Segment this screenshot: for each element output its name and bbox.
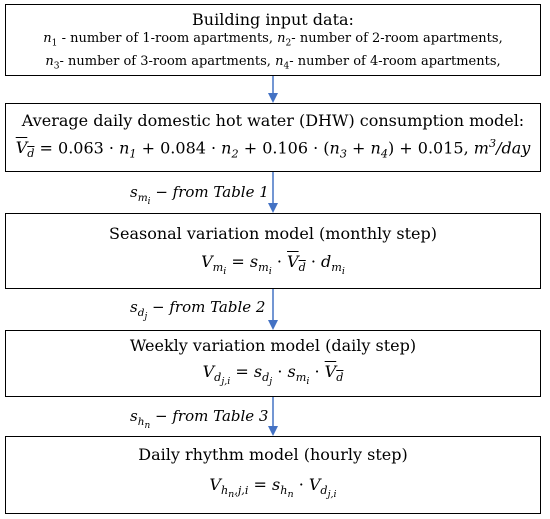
daily-model-title: Daily rhythm model (hourly step): [138, 445, 408, 464]
edge-label-table-3: $s_{h_n}$ − from Table 3: [130, 407, 269, 432]
n4-desc: - number of 4-room apartments,: [289, 53, 501, 69]
edge-label-table-1: $s_{m_i}$ − from Table 1: [130, 183, 269, 208]
dhw-consumption-box: [5, 103, 541, 172]
building-input-line-1: [6, 30, 540, 53]
seasonal-model-title: Seasonal variation model (monthly step): [109, 224, 437, 243]
var-n4-sub: 4: [283, 61, 290, 72]
var-n2-sub: 2: [285, 38, 292, 49]
n1-desc: - number of 1-room apartments,: [57, 31, 278, 46]
var-n1-sub: 1: [51, 38, 58, 49]
weekly-variation-box: [5, 330, 541, 397]
edge-label-3-text: from Table 3: [172, 407, 269, 425]
dhw-model-title: Average daily domestic hot water (DHW) consumption model:: [21, 111, 525, 130]
dhw-formula: $V_d = 0.063 \cdot n_1 + 0.084 \cdot n_2 + 0.106 \cdot (n_3 + n_4) + 0.015$, $m^3$/day: [15, 137, 531, 161]
building-input-box: [5, 4, 541, 76]
var-n2: n: [277, 31, 286, 46]
edge-label-1-text: from Table 1: [172, 183, 269, 201]
weekly-formula: $V_{d_{j,i}} = s_{d_j} \cdot s_{m_i} \cdot V_d$: [202, 362, 344, 388]
seasonal-variation-box: [5, 213, 541, 289]
daily-rhythm-box: [5, 436, 541, 514]
edge-label-table-2: $s_{d_j}$ − from Table 2: [130, 298, 266, 323]
var-n3: n: [45, 53, 54, 69]
var-n3-sub: 3: [53, 61, 60, 72]
building-input-title: Building input data:: [192, 10, 354, 29]
n2-desc: - number of 2-room apartments,: [291, 31, 503, 46]
var-n1: n: [43, 31, 52, 46]
seasonal-formula: $V_{m_i} = s_{m_i} \cdot V_d \cdot d_{m_i}$: [201, 252, 345, 278]
n3-desc: - number of 3-room apartments,: [59, 53, 276, 69]
weekly-model-title: Weekly variation model (daily step): [129, 336, 417, 355]
daily-formula: $V_{h_n,j,i} = s_{h_n} \cdot V_{d_{j,i}}$: [209, 475, 337, 501]
edge-label-2-text: from Table 2: [169, 298, 266, 316]
var-n4: n: [275, 53, 284, 69]
building-input-line-2: [6, 53, 540, 76]
